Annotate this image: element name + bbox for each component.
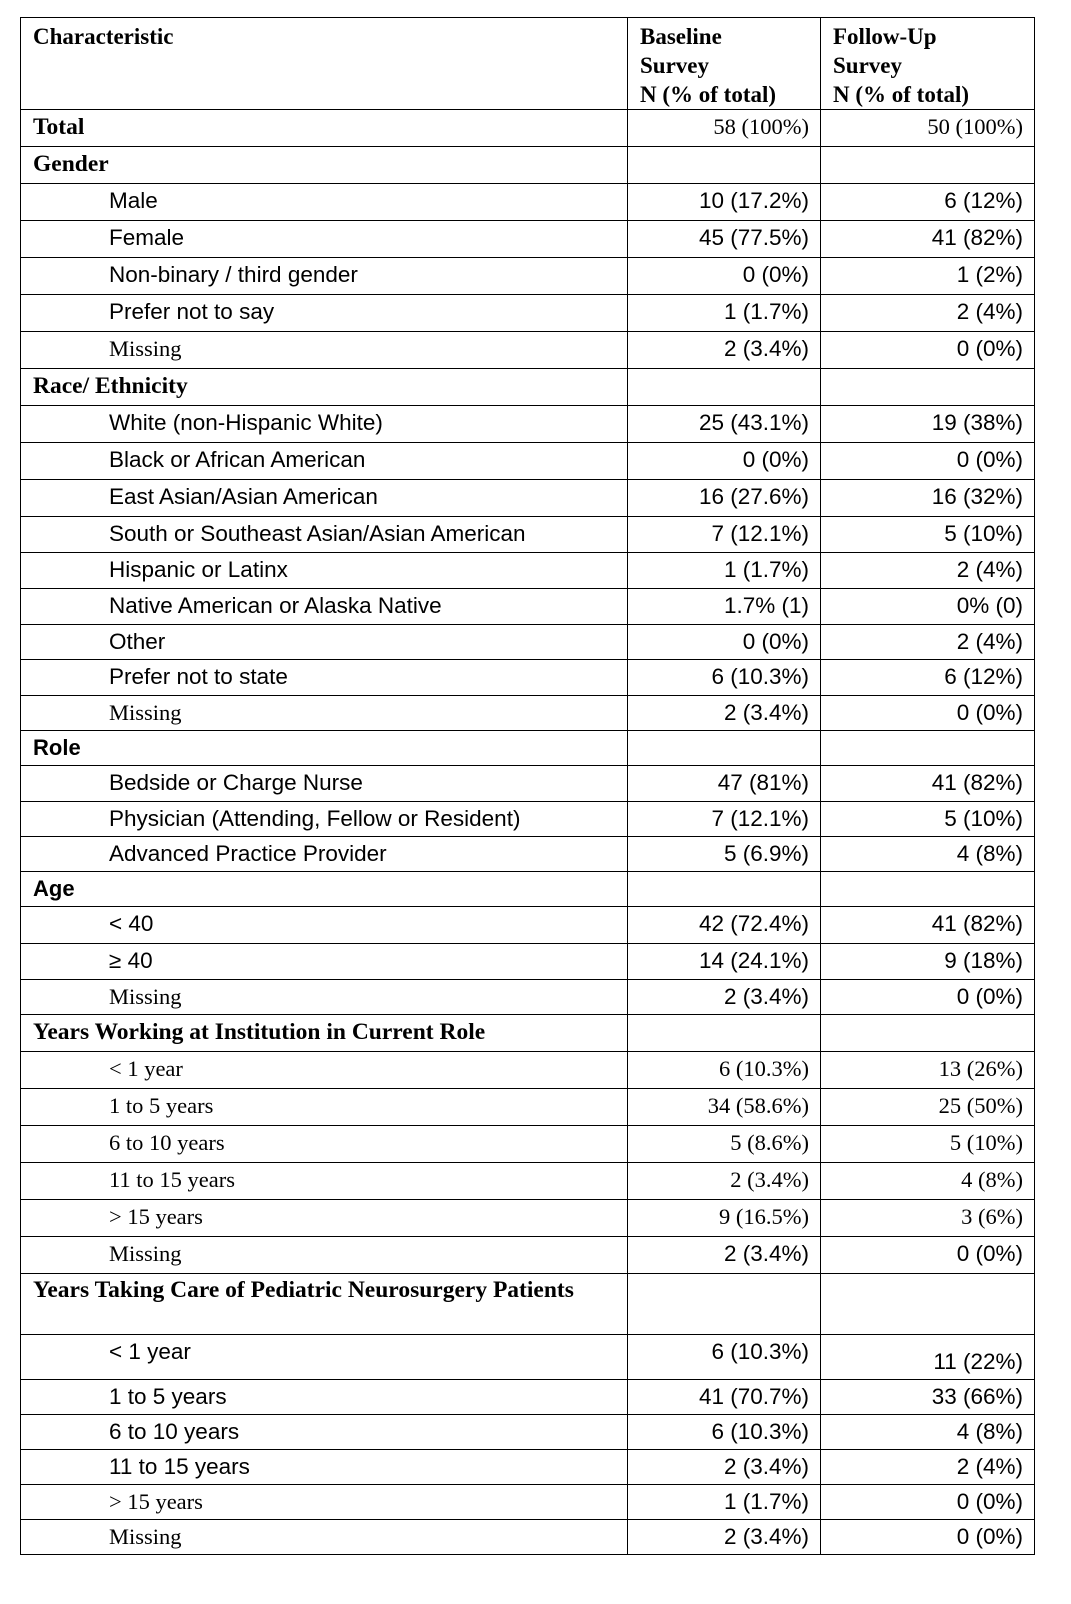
row-label: Male xyxy=(21,184,628,221)
header-followup-line3: N (% of total) xyxy=(833,82,970,107)
table-row xyxy=(21,944,1035,980)
row-label: ≥ 40 xyxy=(21,944,628,980)
row-label: < 1 year xyxy=(21,1052,628,1089)
followup-cell: 11 (22%) xyxy=(821,1335,1035,1380)
followup-cell: 0 (0%) xyxy=(821,696,1035,731)
row-label: Black or African American xyxy=(21,443,628,480)
baseline-cell: 6 (10.3%) xyxy=(628,1052,821,1089)
baseline-cell: 41 (70.7%) xyxy=(628,1380,821,1415)
category-label: Role xyxy=(21,731,628,766)
header-row xyxy=(21,18,1035,110)
category-label: Total xyxy=(21,110,628,147)
followup-cell: 5 (10%) xyxy=(821,802,1035,837)
table-row xyxy=(21,221,1035,258)
table-row xyxy=(21,802,1035,837)
row-label: 1 to 5 years xyxy=(21,1089,628,1126)
followup-cell: 5 (10%) xyxy=(821,517,1035,553)
baseline-cell: 1 (1.7%) xyxy=(628,1485,821,1520)
category-row xyxy=(21,872,1035,907)
baseline-cell: 1.7% (1) xyxy=(628,589,821,625)
baseline-cell: 2 (3.4%) xyxy=(628,332,821,369)
followup-cell: 0% (0) xyxy=(821,589,1035,625)
header-followup-line2: Survey xyxy=(833,53,902,78)
header-baseline-line3: N (% of total) xyxy=(640,82,777,107)
row-label: Prefer not to state xyxy=(21,660,628,696)
followup-cell: 0 (0%) xyxy=(821,1485,1035,1520)
baseline-cell: 6 (10.3%) xyxy=(628,1335,821,1380)
followup-cell: 4 (8%) xyxy=(821,1415,1035,1450)
baseline-cell: 2 (3.4%) xyxy=(628,1237,821,1274)
baseline-cell: 2 (3.4%) xyxy=(628,1520,821,1555)
baseline-cell: 42 (72.4%) xyxy=(628,907,821,944)
followup-cell: 16 (32%) xyxy=(821,480,1035,517)
header-followup-line1: Follow-Up xyxy=(833,24,937,49)
table-row xyxy=(21,766,1035,802)
followup-cell xyxy=(821,731,1035,766)
baseline-cell: 2 (3.4%) xyxy=(628,1163,821,1200)
table-row xyxy=(21,625,1035,660)
table-row xyxy=(21,1415,1035,1450)
row-label: < 1 year xyxy=(21,1335,628,1380)
header-followup xyxy=(821,18,1035,110)
baseline-cell: 5 (8.6%) xyxy=(628,1126,821,1163)
followup-cell: 2 (4%) xyxy=(821,295,1035,332)
row-label: Bedside or Charge Nurse xyxy=(21,766,628,802)
baseline-cell: 25 (43.1%) xyxy=(628,406,821,443)
row-label: 11 to 15 years xyxy=(21,1450,628,1485)
followup-cell: 6 (12%) xyxy=(821,660,1035,696)
table-row xyxy=(21,295,1035,332)
category-label: Gender xyxy=(21,147,628,184)
table-row xyxy=(21,837,1035,872)
table-row xyxy=(21,1335,1035,1380)
followup-cell: 50 (100%) xyxy=(821,110,1035,147)
category-label: Age xyxy=(21,872,628,907)
followup-cell: 3 (6%) xyxy=(821,1200,1035,1237)
row-label: Missing xyxy=(21,980,628,1015)
table-row xyxy=(21,1052,1035,1089)
table-row xyxy=(21,258,1035,295)
row-label: 6 to 10 years xyxy=(21,1126,628,1163)
row-label: Missing xyxy=(21,1237,628,1274)
followup-cell xyxy=(821,147,1035,184)
table-row xyxy=(21,1520,1035,1555)
table-row xyxy=(21,1485,1035,1520)
table-row xyxy=(21,1237,1035,1274)
followup-cell xyxy=(821,1274,1035,1335)
followup-cell: 0 (0%) xyxy=(821,1520,1035,1555)
followup-cell xyxy=(821,369,1035,406)
followup-cell xyxy=(821,872,1035,907)
table-row xyxy=(21,443,1035,480)
followup-cell: 4 (8%) xyxy=(821,837,1035,872)
baseline-cell: 45 (77.5%) xyxy=(628,221,821,258)
baseline-cell: 2 (3.4%) xyxy=(628,980,821,1015)
table-body xyxy=(21,18,1035,1555)
table-row xyxy=(21,907,1035,944)
baseline-cell: 2 (3.4%) xyxy=(628,1450,821,1485)
followup-cell: 5 (10%) xyxy=(821,1126,1035,1163)
followup-cell: 0 (0%) xyxy=(821,1237,1035,1274)
baseline-cell: 47 (81%) xyxy=(628,766,821,802)
demographics-table xyxy=(20,17,1035,1555)
header-characteristic: Characteristic xyxy=(21,18,628,110)
table-row xyxy=(21,406,1035,443)
header-baseline-line1: Baseline xyxy=(640,24,722,49)
baseline-cell xyxy=(628,1015,821,1052)
baseline-cell: 2 (3.4%) xyxy=(628,696,821,731)
followup-cell: 9 (18%) xyxy=(821,944,1035,980)
row-label: Physician (Attending, Fellow or Resident) xyxy=(21,802,628,837)
baseline-cell xyxy=(628,369,821,406)
table-row xyxy=(21,1089,1035,1126)
followup-cell: 0 (0%) xyxy=(821,443,1035,480)
category-label: Years Working at Institution in Current Role xyxy=(21,1015,628,1052)
table-row xyxy=(21,1450,1035,1485)
followup-cell: 6 (12%) xyxy=(821,184,1035,221)
baseline-cell: 0 (0%) xyxy=(628,258,821,295)
table-row xyxy=(21,332,1035,369)
table-row xyxy=(21,980,1035,1015)
row-label: Missing xyxy=(21,696,628,731)
baseline-cell: 7 (12.1%) xyxy=(628,517,821,553)
baseline-cell: 1 (1.7%) xyxy=(628,553,821,589)
row-label: Advanced Practice Provider xyxy=(21,837,628,872)
table-row xyxy=(21,589,1035,625)
followup-cell: 33 (66%) xyxy=(821,1380,1035,1415)
category-row xyxy=(21,1274,1035,1335)
baseline-cell: 14 (24.1%) xyxy=(628,944,821,980)
followup-cell: 19 (38%) xyxy=(821,406,1035,443)
row-label: < 40 xyxy=(21,907,628,944)
baseline-cell xyxy=(628,1274,821,1335)
category-row xyxy=(21,369,1035,406)
row-label: Other xyxy=(21,625,628,660)
followup-cell: 0 (0%) xyxy=(821,980,1035,1015)
row-label: Prefer not to say xyxy=(21,295,628,332)
baseline-cell: 16 (27.6%) xyxy=(628,480,821,517)
baseline-cell: 10 (17.2%) xyxy=(628,184,821,221)
row-label: Non-binary / third gender xyxy=(21,258,628,295)
table-row xyxy=(21,184,1035,221)
header-baseline xyxy=(628,18,821,110)
followup-cell: 2 (4%) xyxy=(821,1450,1035,1485)
row-label: Hispanic or Latinx xyxy=(21,553,628,589)
category-label: Years Taking Care of Pediatric Neurosurgery Patients xyxy=(21,1274,628,1335)
row-label: East Asian/Asian American xyxy=(21,480,628,517)
row-label: Native American or Alaska Native xyxy=(21,589,628,625)
baseline-cell: 6 (10.3%) xyxy=(628,1415,821,1450)
total-row xyxy=(21,110,1035,147)
table-row xyxy=(21,696,1035,731)
table-row xyxy=(21,1163,1035,1200)
followup-cell xyxy=(821,1015,1035,1052)
row-label: 11 to 15 years xyxy=(21,1163,628,1200)
row-label: > 15 years xyxy=(21,1200,628,1237)
followup-cell: 41 (82%) xyxy=(821,221,1035,258)
table-row xyxy=(21,1126,1035,1163)
table-row xyxy=(21,517,1035,553)
row-label: 1 to 5 years xyxy=(21,1380,628,1415)
followup-cell: 0 (0%) xyxy=(821,332,1035,369)
baseline-cell: 34 (58.6%) xyxy=(628,1089,821,1126)
baseline-cell: 1 (1.7%) xyxy=(628,295,821,332)
baseline-cell: 0 (0%) xyxy=(628,625,821,660)
followup-cell: 41 (82%) xyxy=(821,766,1035,802)
row-label: 6 to 10 years xyxy=(21,1415,628,1450)
table-row xyxy=(21,1380,1035,1415)
baseline-cell: 7 (12.1%) xyxy=(628,802,821,837)
row-label: South or Southeast Asian/Asian American xyxy=(21,517,628,553)
category-label: Race/ Ethnicity xyxy=(21,369,628,406)
table-row xyxy=(21,660,1035,696)
baseline-cell: 9 (16.5%) xyxy=(628,1200,821,1237)
followup-cell: 13 (26%) xyxy=(821,1052,1035,1089)
followup-cell: 1 (2%) xyxy=(821,258,1035,295)
baseline-cell: 0 (0%) xyxy=(628,443,821,480)
row-label: Missing xyxy=(21,1520,628,1555)
baseline-cell: 5 (6.9%) xyxy=(628,837,821,872)
baseline-cell xyxy=(628,872,821,907)
row-label: Female xyxy=(21,221,628,258)
followup-cell: 25 (50%) xyxy=(821,1089,1035,1126)
category-row xyxy=(21,731,1035,766)
baseline-cell xyxy=(628,147,821,184)
row-label: > 15 years xyxy=(21,1485,628,1520)
category-row xyxy=(21,147,1035,184)
followup-cell: 4 (8%) xyxy=(821,1163,1035,1200)
baseline-cell: 58 (100%) xyxy=(628,110,821,147)
followup-cell: 2 (4%) xyxy=(821,625,1035,660)
followup-cell: 41 (82%) xyxy=(821,907,1035,944)
table-row xyxy=(21,553,1035,589)
table-row xyxy=(21,1200,1035,1237)
row-label: White (non-Hispanic White) xyxy=(21,406,628,443)
baseline-cell: 6 (10.3%) xyxy=(628,660,821,696)
row-label: Missing xyxy=(21,332,628,369)
header-baseline-line2: Survey xyxy=(640,53,709,78)
followup-cell: 2 (4%) xyxy=(821,553,1035,589)
baseline-cell xyxy=(628,731,821,766)
category-row xyxy=(21,1015,1035,1052)
table-row xyxy=(21,480,1035,517)
